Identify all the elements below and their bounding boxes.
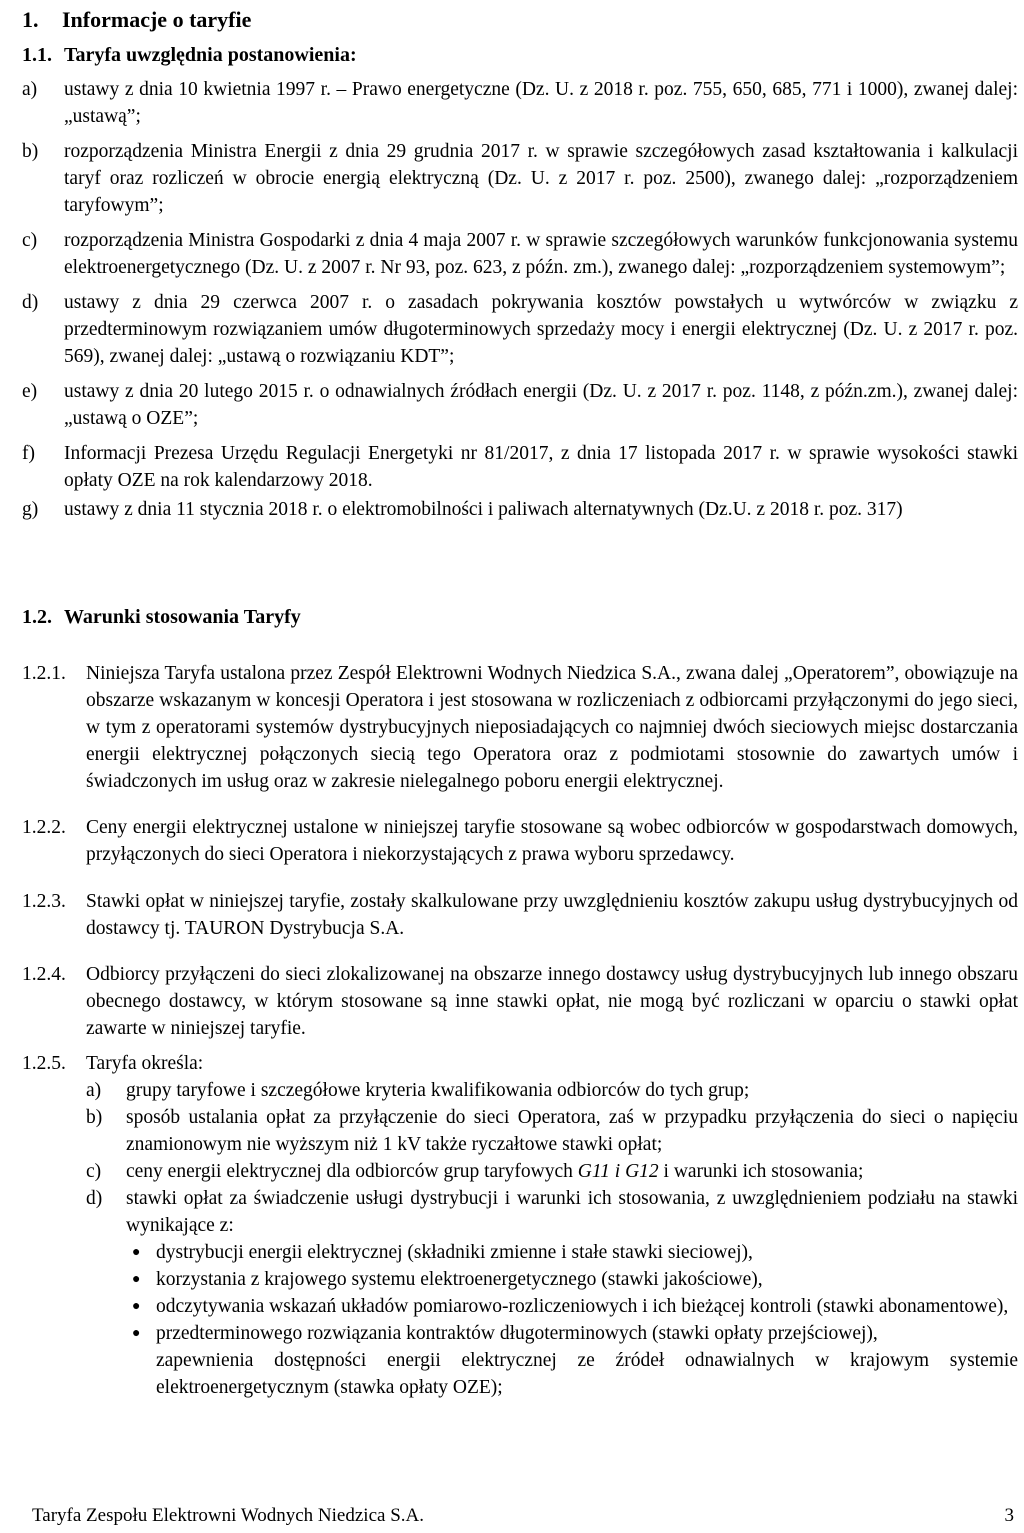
bullet-continuation: zapewnienia dostępności energii elektrycznej ze źródeł odnawialnych w krajowym systemie elektroenergetycznym (stawka opłaty OZE); [156, 1350, 1018, 1398]
paragraph-1-2-5: 1.2.5. Taryfa określa: a) grupy taryfowe i szczegółowe kryteria kwalifikowania odbiorców do tych grup; b) sposób ustalania opłat za przyłączenie do sieci Operatora, zaś w przypadku przyłączenia do sieci o napięciu znamionowym nie wyższym niż 1 kV także ryczałtowe stawki opłat; c) ceny energii elektrycznej dla odbiorców grup taryfowych G11 i G12 i warunki ich stosowania; d) stawki opłat za świadczenie usługi dystrybucji i warunki ich stosowania, z uwzględnieniem podziału na stawki wynikające z: ● dystrybucji energii elektrycznej (składniki zmienne i stałe stawki sieciowej), ● korzystania z krajowego systemu elektroenergetycznego (stawki jakościowe), ● odczytywania wskazań układów pomiarowo-rozliczeniowych i ich bieżącej kontroli (stawki abonamentowe), ● przedterminowego rozwiązania kontraktów długoterminowych (stawki opłaty przejściowej), zapewnienia dostępności energii elektrycznej ze źródeł odnawialnych w krajowym systemie elektroenergetycznym (stawka opłaty OZE); [22, 1050, 1018, 1401]
bullet-icon: ● [132, 1326, 141, 1341]
section-title: Taryfa uwzględnia postanowienia: [64, 44, 357, 66]
section-title: Warunki stosowania Taryfy [64, 606, 301, 628]
list-item: b) rozporządzenia Ministra Energii z dnia 29 grudnia 2017 r. w sprawie szczegółowych zasad kształtowania i kalkulacji taryf oraz rozliczeń w obrocie energią elektryczną (Dz. U. z 2017 r. poz. 2500), zwanego dalej: „rozporządzeniem taryfowym”; [22, 141, 1018, 216]
section-title: Informacje o taryfie [62, 7, 252, 32]
list-item: a) grupy taryfowe i szczegółowe kryteria kwalifikowania odbiorców do tych grup; [86, 1080, 750, 1101]
section-heading-1-1 [22, 42, 357, 69]
bullet-item: ● odczytywania wskazań układów pomiarowo-rozliczeniowych i ich bieżącej kontroli (stawki abonamentowe), [126, 1293, 1018, 1320]
section-heading-1 [22, 6, 251, 33]
section-number: 1. [22, 7, 39, 32]
section-number: 1.1. [22, 44, 52, 66]
list-item: c) ceny energii elektrycznej dla odbiorców grup taryfowych G11 i G12 i warunki ich stosowania; [86, 1161, 864, 1182]
footer-text: Taryfa Zespołu Elektrowni Wodnych Niedzica S.A. [32, 1505, 424, 1526]
paragraph-1-2-1: 1.2.1. Niniejsza Taryfa ustalona przez Zespół Elektrowni Wodnych Niedzica S.A., zwana dalej „Operatorem”, obowiązuje na obszarze wskazanym w koncesji Operatora i jest stosowana w rozliczeniach z odbiorcami przyłączonymi do jego sieci, w tym z operatorami systemów dystrybucyjnych nieposiadających co najmniej dwóch sieciowych miejsc dostarczania energii elektrycznej połączonych siecią tego Operatora oraz z podmiotami stosownie do zawartych umów i świadczonych im usług oraz w zakresie nielegalnego poboru energii elektrycznej. [22, 662, 1018, 792]
list-item: c) rozporządzenia Ministra Gospodarki z dnia 4 maja 2007 r. w sprawie szczegółowych warunków funkcjonowania systemu elektroenergetycznego (Dz. U. z 2007 r. Nr 93, poz. 623, z późn. zm.), zwanego dalej: „rozporządzeniem systemowym”; [22, 230, 1018, 278]
conditions-list [22, 640, 1018, 1401]
section-number: 1.2. [22, 606, 52, 628]
provisions-list [22, 76, 1018, 523]
section-heading-1-2 [22, 604, 301, 631]
list-item: a) ustawy z dnia 10 kwietnia 1997 r. – Prawo energetyczne (Dz. U. z 2018 r. poz. 755, 650, 685, 771 i 1000), zwanej dalej: „ustawą”; [22, 79, 1018, 127]
list-item: g) ustawy z dnia 11 stycznia 2018 r. o elektromobilności i paliwach alternatywnych (Dz.U. z 2018 r. poz. 317) [22, 499, 903, 520]
paragraph-1-2-4: 1.2.4. Odbiorcy przyłączeni do sieci zlokalizowanej na obszarze innego dostawcy usług dystrybucyjnych lub innego obszaru obecnego dostawcy, w którym stosowane są inne stawki opłat, nie mogą być rozliczani w oparciu o stawki opłat zawarte w niniejszej taryfie. [22, 964, 1018, 1039]
bullet-icon: ● [132, 1299, 141, 1314]
paragraph-1-2-3: 1.2.3. Stawki opłat w niniejszej taryfie, zostały skalkulowane przy uwzględnieniu kosztów zakupu usług dystrybucyjnych od dostawcy tj. TAURON Dystrybucja S.A. [22, 890, 1018, 939]
paragraph-1-2-2: 1.2.2. Ceny energii elektrycznej ustalone w niniejszej taryfie stosowane są wobec odbiorców w gospodarstwach domowych, przyłączonych do sieci Operatora i niekorzystających z prawa wyboru sprzedawcy. [22, 817, 1018, 865]
bullet-item: ● dystrybucji energii elektrycznej (składniki zmienne i stałe stawki sieciowej), [126, 1239, 1018, 1266]
list-item: d) ustawy z dnia 29 czerwca 2007 r. o zasadach pokrywania kosztów powstałych u wytwórców w związku z przedterminowym rozwiązaniem umów długoterminowych sprzedaży mocy i energii elektrycznej (Dz. U. z 2017 r. poz. 569), zwanej dalej: „ustawą o rozwiązaniu KDT”; [22, 292, 1018, 367]
list-item: e) ustawy z dnia 20 lutego 2015 r. o odnawialnych źródłach energii (Dz. U. z 2017 r. poz. 1148, z późn.zm.), zwanej dalej: „ustawą o OZE”; [22, 381, 1018, 429]
bullet-item: ● przedterminowego rozwiązania kontraktów długoterminowych (stawki opłaty przejściowej), [126, 1320, 1018, 1347]
list-item: b) sposób ustalania opłat za przyłączenie do sieci Operatora, zaś w przypadku przyłączenia do sieci o napięciu znamionowym nie wyższym niż 1 kV także ryczałtowe stawki opłat; [86, 1107, 1018, 1155]
bullet-item: ● korzystania z krajowego systemu elektroenergetycznego (stawki jakościowe), [126, 1266, 1018, 1293]
page-footer [32, 1502, 1014, 1529]
bullet-icon: ● [132, 1245, 141, 1260]
list-item: d) stawki opłat za świadczenie usługi dystrybucji i warunki ich stosowania, z uwzględnieniem podziału na stawki wynikające z: ● dystrybucji energii elektrycznej (składniki zmienne i stałe stawki sieciowej), ● korzystania z krajowego systemu elektroenergetycznego (stawki jakościowe), ● odczytywania wskazań układów pomiarowo-rozliczeniowych i ich bieżącej kontroli (stawki abonamentowe), ● przedterminowego rozwiązania kontraktów długoterminowych (stawki opłaty przejściowej), zapewnienia dostępności energii elektrycznej ze źródeł odnawialnych w krajowym systemie elektroenergetycznym (stawka opłaty OZE); [86, 1185, 1018, 1401]
list-item: f) Informacji Prezesa Urzędu Regulacji Energetyki nr 81/2017, z dnia 17 listopada 2017 r. w sprawie wysokości stawki opłaty OZE na rok kalendarzowy 2018. [22, 443, 1018, 491]
page-number: 3 [1004, 1505, 1014, 1526]
bullet-icon: ● [132, 1272, 141, 1287]
